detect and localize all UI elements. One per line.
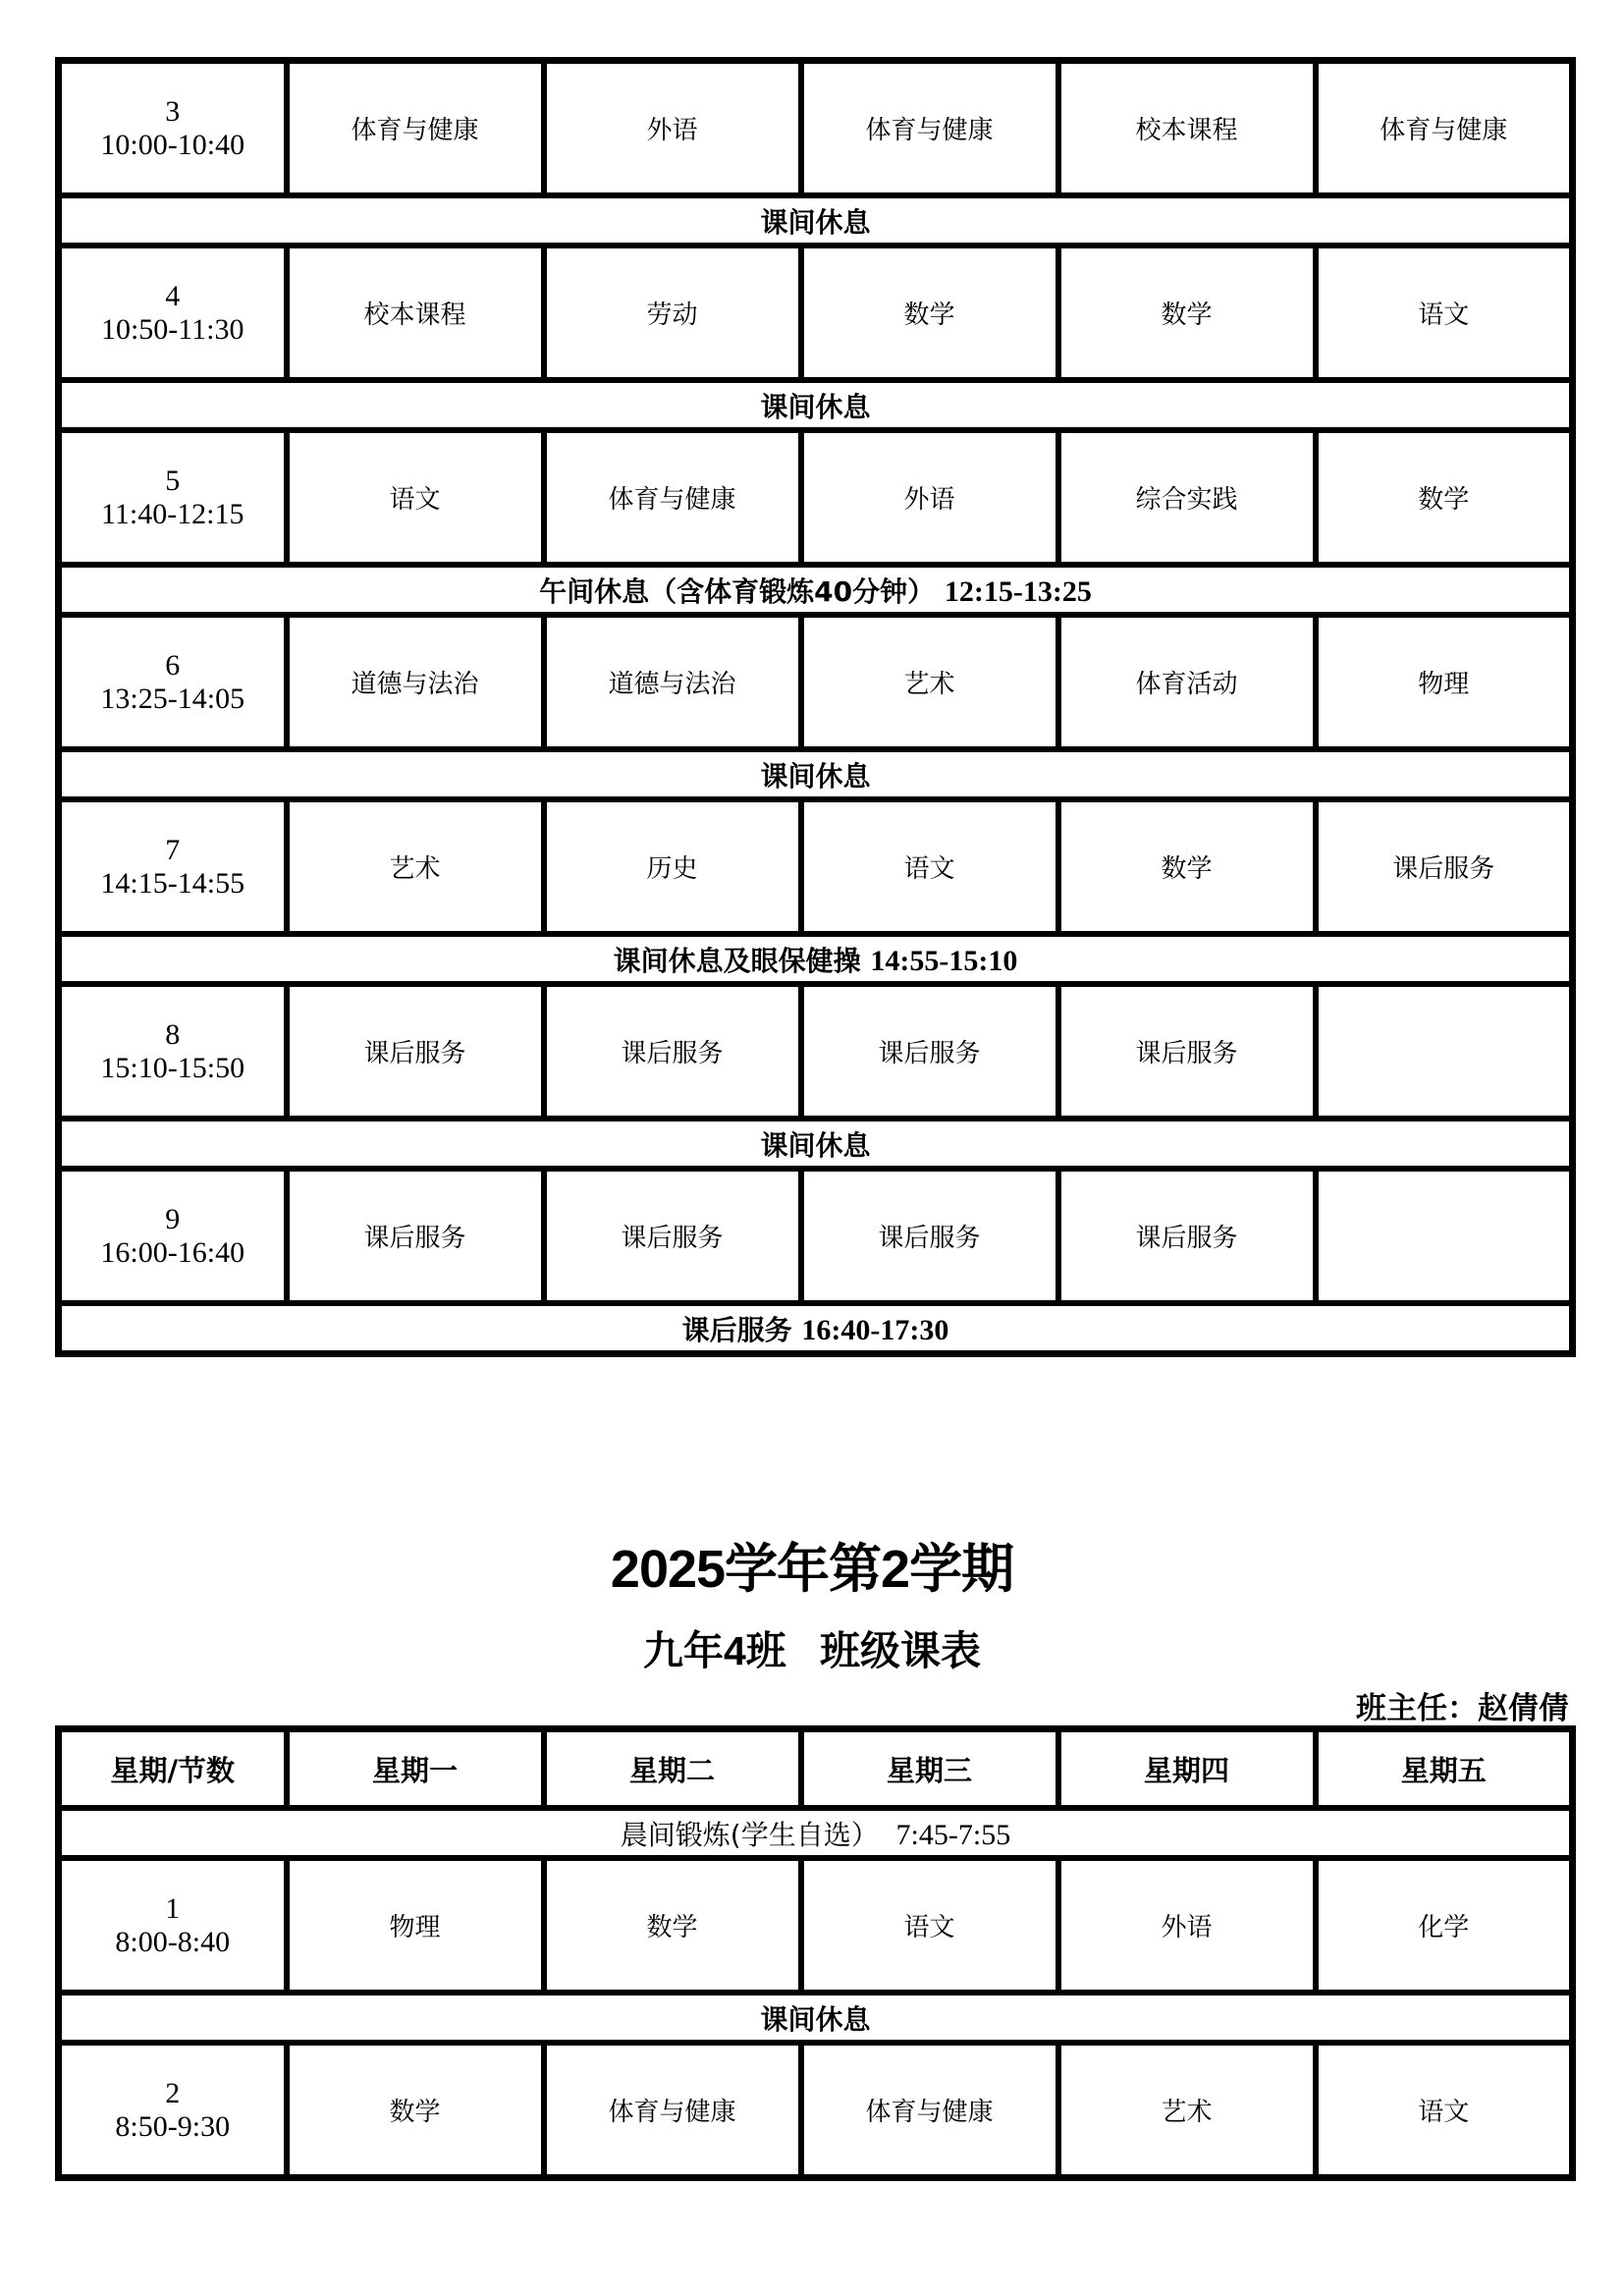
period-label-cell xyxy=(59,615,287,749)
subject-name: 体育与健康 xyxy=(351,116,479,145)
period-row xyxy=(59,2043,1573,2178)
period-row xyxy=(59,246,1573,380)
break-cell xyxy=(59,195,1573,246)
subject-cell xyxy=(287,799,544,934)
break-row xyxy=(59,1808,1573,1858)
period-time-range: 16:00-16:40 xyxy=(100,1235,245,1269)
period-time-range: 10:00-10:40 xyxy=(100,128,245,161)
period-time-range: 14:15-14:55 xyxy=(100,866,245,900)
class-timetable-subtitle: 九年4班 班级课表 xyxy=(643,1628,981,1673)
break-cell xyxy=(59,1303,1573,1354)
subject-name: 校本课程 xyxy=(363,301,466,330)
subject-cell xyxy=(1316,984,1573,1119)
timetable-continued-body xyxy=(59,61,1573,1354)
period-row xyxy=(59,61,1573,196)
subject-cell xyxy=(801,1858,1058,1993)
break-label xyxy=(539,575,1092,608)
period-row xyxy=(59,1858,1573,1993)
subject-cell xyxy=(1058,246,1316,380)
break-title: 课间休息及眼保健操 xyxy=(613,944,871,977)
subject-cell xyxy=(544,1858,801,1993)
break-cell xyxy=(59,934,1573,984)
period-row xyxy=(59,430,1573,565)
subject-name: 体育与健康 xyxy=(608,2098,736,2127)
subject-cell xyxy=(287,430,544,565)
subject-cell xyxy=(1316,799,1573,934)
subject-name: 语文 xyxy=(1418,2098,1470,2127)
subject-name: 体育与健康 xyxy=(865,116,994,145)
period-row xyxy=(59,615,1573,749)
subject-name: 课后服务 xyxy=(363,1224,466,1253)
subject-cell xyxy=(1316,1858,1573,1993)
period-number: 3 xyxy=(165,94,181,128)
break-title: 午间休息（含体育锻炼40分钟） xyxy=(539,574,945,608)
subject-cell xyxy=(801,615,1058,749)
subject-cell xyxy=(1058,1858,1316,1993)
subject-cell xyxy=(801,246,1058,380)
period-label-cell xyxy=(59,61,287,196)
subject-name: 语文 xyxy=(389,485,441,515)
subject-cell xyxy=(1058,430,1316,565)
period-time-range: 15:10-15:50 xyxy=(100,1051,245,1084)
subject-cell xyxy=(287,1169,544,1303)
subject-cell xyxy=(544,61,801,196)
break-row xyxy=(59,380,1573,430)
period-number: 9 xyxy=(165,1202,181,1235)
break-cell xyxy=(59,1119,1573,1169)
subject-name: 体育与健康 xyxy=(865,2098,994,2127)
period-time-range: 8:00-8:40 xyxy=(115,1925,231,1958)
subject-cell xyxy=(801,61,1058,196)
subject-name: 数学 xyxy=(1161,854,1213,884)
break-label xyxy=(760,1129,870,1162)
header-monday: 星期一 xyxy=(287,1729,544,1809)
subject-cell xyxy=(1058,2043,1316,2178)
break-cell xyxy=(59,749,1573,799)
break-time-range: 14:55-15:10 xyxy=(870,944,1018,977)
subject-cell xyxy=(544,246,801,380)
subject-name: 课后服务 xyxy=(363,1039,466,1068)
subject-name: 体育与健康 xyxy=(1380,116,1508,145)
period-number: 5 xyxy=(165,464,181,497)
period-label-cell xyxy=(59,430,287,565)
subject-cell xyxy=(544,1169,801,1303)
subject-cell xyxy=(801,430,1058,565)
period-label-cell xyxy=(59,984,287,1119)
subject-name: 外语 xyxy=(903,485,955,515)
subject-name: 校本课程 xyxy=(1135,116,1238,145)
period-time-range: 10:50-11:30 xyxy=(100,312,244,346)
subject-name: 历史 xyxy=(646,854,698,884)
break-title: 课间休息 xyxy=(760,759,871,793)
break-cell xyxy=(59,380,1573,430)
break-title: 课后服务 xyxy=(681,1313,802,1346)
header-corner-cell: 星期/节数 xyxy=(59,1729,287,1809)
break-label xyxy=(760,206,870,239)
subject-cell xyxy=(544,2043,801,2178)
subject-cell xyxy=(1316,2043,1573,2178)
break-label xyxy=(621,1819,1010,1851)
subject-name: 综合实践 xyxy=(1135,485,1238,515)
subject-cell xyxy=(1316,1169,1573,1303)
subject-cell xyxy=(1058,1169,1316,1303)
header-friday: 星期五 xyxy=(1316,1729,1573,1809)
period-number: 8 xyxy=(165,1017,181,1051)
period-row xyxy=(59,1169,1573,1303)
period-row xyxy=(59,799,1573,934)
subject-name: 数学 xyxy=(1418,485,1470,515)
subject-name: 道德与法治 xyxy=(351,670,479,699)
subject-cell xyxy=(544,984,801,1119)
subject-name: 艺术 xyxy=(903,670,955,699)
break-title: 课间休息 xyxy=(760,205,871,239)
subject-cell xyxy=(1316,615,1573,749)
subject-name: 艺术 xyxy=(389,854,441,884)
subject-name: 体育活动 xyxy=(1135,670,1238,699)
subject-name: 数学 xyxy=(646,1913,698,1942)
subject-name: 数学 xyxy=(903,301,955,330)
period-label-cell xyxy=(59,246,287,380)
break-label xyxy=(760,760,870,793)
subject-cell xyxy=(1058,61,1316,196)
subject-cell xyxy=(1058,799,1316,934)
subject-name: 道德与法治 xyxy=(608,670,736,699)
break-title: 课间休息 xyxy=(760,1128,871,1162)
subject-cell xyxy=(801,799,1058,934)
subject-name: 语文 xyxy=(903,1913,955,1942)
subject-name: 课后服务 xyxy=(1135,1039,1238,1068)
subject-cell xyxy=(287,2043,544,2178)
break-time-range: 12:15-13:25 xyxy=(944,574,1092,608)
break-cell xyxy=(59,565,1573,615)
period-time-range: 13:25-14:05 xyxy=(100,682,245,715)
subject-cell xyxy=(1058,615,1316,749)
break-label xyxy=(682,1314,949,1346)
subject-cell xyxy=(1316,430,1573,565)
break-time-range: 16:40-17:30 xyxy=(801,1313,949,1346)
subject-name: 课后服务 xyxy=(1135,1224,1238,1253)
subject-name: 数学 xyxy=(389,2098,441,2127)
subject-cell xyxy=(544,615,801,749)
period-time-range: 11:40-12:15 xyxy=(100,497,244,530)
subject-name: 课后服务 xyxy=(878,1039,981,1068)
subject-cell xyxy=(1316,61,1573,196)
subject-name: 课后服务 xyxy=(621,1224,724,1253)
subject-cell xyxy=(801,984,1058,1119)
subject-cell xyxy=(801,2043,1058,2178)
header-wednesday: 星期三 xyxy=(801,1729,1058,1809)
subject-name: 物理 xyxy=(1418,670,1470,699)
break-row xyxy=(59,1993,1573,2043)
subject-name: 艺术 xyxy=(1161,2098,1213,2127)
timetable-continued xyxy=(55,57,1576,1357)
weekday-header-row xyxy=(59,1729,1573,1809)
break-time-range: 7:45-7:55 xyxy=(895,1818,1011,1851)
subject-name: 化学 xyxy=(1418,1913,1470,1942)
subject-cell xyxy=(287,61,544,196)
head-teacher-label: 班主任：赵倩倩 xyxy=(1356,1691,1569,1726)
break-row xyxy=(59,1119,1573,1169)
subject-cell xyxy=(287,246,544,380)
subject-name: 数学 xyxy=(1161,301,1213,330)
break-row xyxy=(59,195,1573,246)
period-number: 6 xyxy=(165,648,181,682)
subject-cell xyxy=(544,799,801,934)
subject-name: 语文 xyxy=(903,854,955,884)
period-label-cell xyxy=(59,1169,287,1303)
subject-cell xyxy=(287,1858,544,1993)
subject-name: 外语 xyxy=(1161,1913,1213,1942)
subject-name: 课后服务 xyxy=(621,1039,724,1068)
break-title: 课间休息 xyxy=(760,390,871,423)
break-label xyxy=(614,945,1018,977)
subject-cell xyxy=(1316,246,1573,380)
break-label xyxy=(760,2003,870,2036)
subject-name: 体育与健康 xyxy=(608,485,736,515)
header-tuesday: 星期二 xyxy=(544,1729,801,1809)
period-row xyxy=(59,984,1573,1119)
subject-name: 语文 xyxy=(1418,301,1470,330)
period-number: 1 xyxy=(165,1891,181,1925)
timetable-class-9-4-body xyxy=(59,1729,1573,2178)
break-cell xyxy=(59,1808,1573,1858)
break-row xyxy=(59,934,1573,984)
break-row xyxy=(59,749,1573,799)
break-title: 晨间锻炼(学生自选） xyxy=(620,1818,896,1851)
period-time-range: 8:50-9:30 xyxy=(115,2109,231,2143)
period-number: 7 xyxy=(165,833,181,866)
break-label xyxy=(760,391,870,423)
break-title: 课间休息 xyxy=(760,2002,871,2036)
subject-cell xyxy=(1058,984,1316,1119)
header-thursday: 星期四 xyxy=(1058,1729,1316,1809)
subject-cell xyxy=(287,984,544,1119)
subject-name: 外语 xyxy=(646,116,698,145)
timetable-class-9-4 xyxy=(55,1725,1576,2181)
subject-name: 课后服务 xyxy=(1392,854,1495,884)
period-label-cell xyxy=(59,1858,287,1993)
subject-cell xyxy=(544,430,801,565)
subject-cell xyxy=(801,1169,1058,1303)
break-cell xyxy=(59,1993,1573,2043)
semester-title: 2025学年第2学期 xyxy=(610,1540,1014,1599)
period-number: 4 xyxy=(165,279,181,312)
subject-name: 物理 xyxy=(389,1913,441,1942)
break-row xyxy=(59,1303,1573,1354)
period-label-cell xyxy=(59,799,287,934)
subject-name: 劳动 xyxy=(646,301,698,330)
subject-name: 课后服务 xyxy=(878,1224,981,1253)
period-number: 2 xyxy=(165,2076,181,2109)
subject-cell xyxy=(287,615,544,749)
break-row xyxy=(59,565,1573,615)
period-label-cell xyxy=(59,2043,287,2178)
